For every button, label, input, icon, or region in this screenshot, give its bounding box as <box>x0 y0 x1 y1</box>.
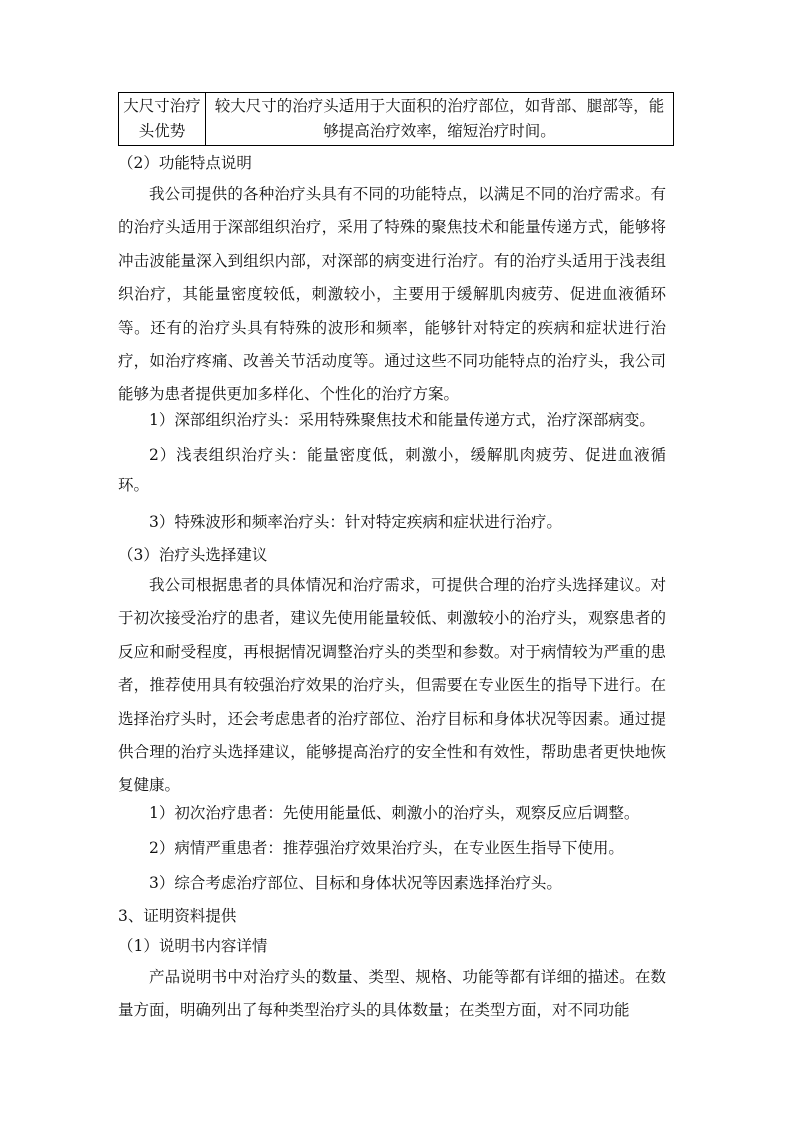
section-heading-proof: 3、证明资料提供 <box>118 907 237 925</box>
section-heading-selection: （3）治疗头选择建议 <box>118 546 268 564</box>
paragraph-selection: 我公司根据患者的具体情况和治疗需求，可提供合理的治疗头选择建议。对于初次接受治疗的患者，建议先使用能量较低、刺激较小的治疗头，观察患者的反应和耐受程度，再根据情况调整治疗头的类型和参数。对于病情较为严重的患者，推荐使用具有较强治疗效果的治疗头，但需要在专业医生的指导下进行。在选择治疗头时，还会考虑患者的治疗部位、治疗目标和身体状况等因素。通过提供合理的治疗头选择建议，能够提高治疗的安全性和有效性，帮助患者更快地恢复健康。 <box>118 576 666 795</box>
list-item-first-time: 1）初次治疗患者：先使用能量低、刺激小的治疗头，观察反应后调整。 <box>149 804 640 822</box>
list-item-deep-tissue: 1）深部组织治疗头：采用特殊聚焦技术和能量传递方式，治疗深部病变。 <box>149 411 655 429</box>
paragraph-features: 我公司提供的各种治疗头具有不同的功能特点，以满足不同的治疗需求。有的治疗头适用于深部组织治疗，采用了特殊的聚焦技术和能量传递方式，能够将冲击波能量深入到组织内部，对深部的病变进行治疗。有的治疗头适用于浅表组织治疗，其能量密度较低，刺激较小，主要用于缓解肌肉疲劳、促进血液循环等。还有的治疗头具有特殊的波形和频率，能够针对特定的疾病和症状进行治疗，如治疗疼痛、改善关节活动度等。通过这些不同功能特点的治疗头，我公司能够为患者提供更加多样化、个性化的治疗方案。 <box>118 185 666 404</box>
table-cell-label: 大尺寸治疗头优势 <box>119 93 206 146</box>
list-item-special-waveform: 3）特殊波形和频率治疗头：针对特定疾病和症状进行治疗。 <box>149 513 562 531</box>
table-cell-description: 较大尺寸的治疗头适用于大面积的治疗部位，如背部、腿部等，能够提高治疗效率，缩短治疗时间。 <box>206 93 674 146</box>
section-heading-features: （2）功能特点说明 <box>118 154 252 172</box>
list-item-comprehensive: 3）综合考虑治疗部位、目标和身体状况等因素选择治疗头。 <box>149 874 562 892</box>
paragraph-manual: 产品说明书中对治疗头的数量、类型、规格、功能等都有详细的描述。在数量方面，明确列出了每种类型治疗头的具体数量；在类型方面，对不同功能 <box>118 968 666 1020</box>
list-item-severe: 2）病情严重患者：推荐强治疗效果治疗头，在专业医生指导下使用。 <box>149 839 624 857</box>
subsection-heading-manual: （1）说明书内容详情 <box>118 937 268 955</box>
table-row <box>119 93 674 146</box>
list-item-superficial-tissue: 2）浅表组织治疗头：能量密度低，刺激小，缓解肌肉疲劳、促进血液循环。 <box>118 446 666 494</box>
spec-table <box>118 92 674 146</box>
